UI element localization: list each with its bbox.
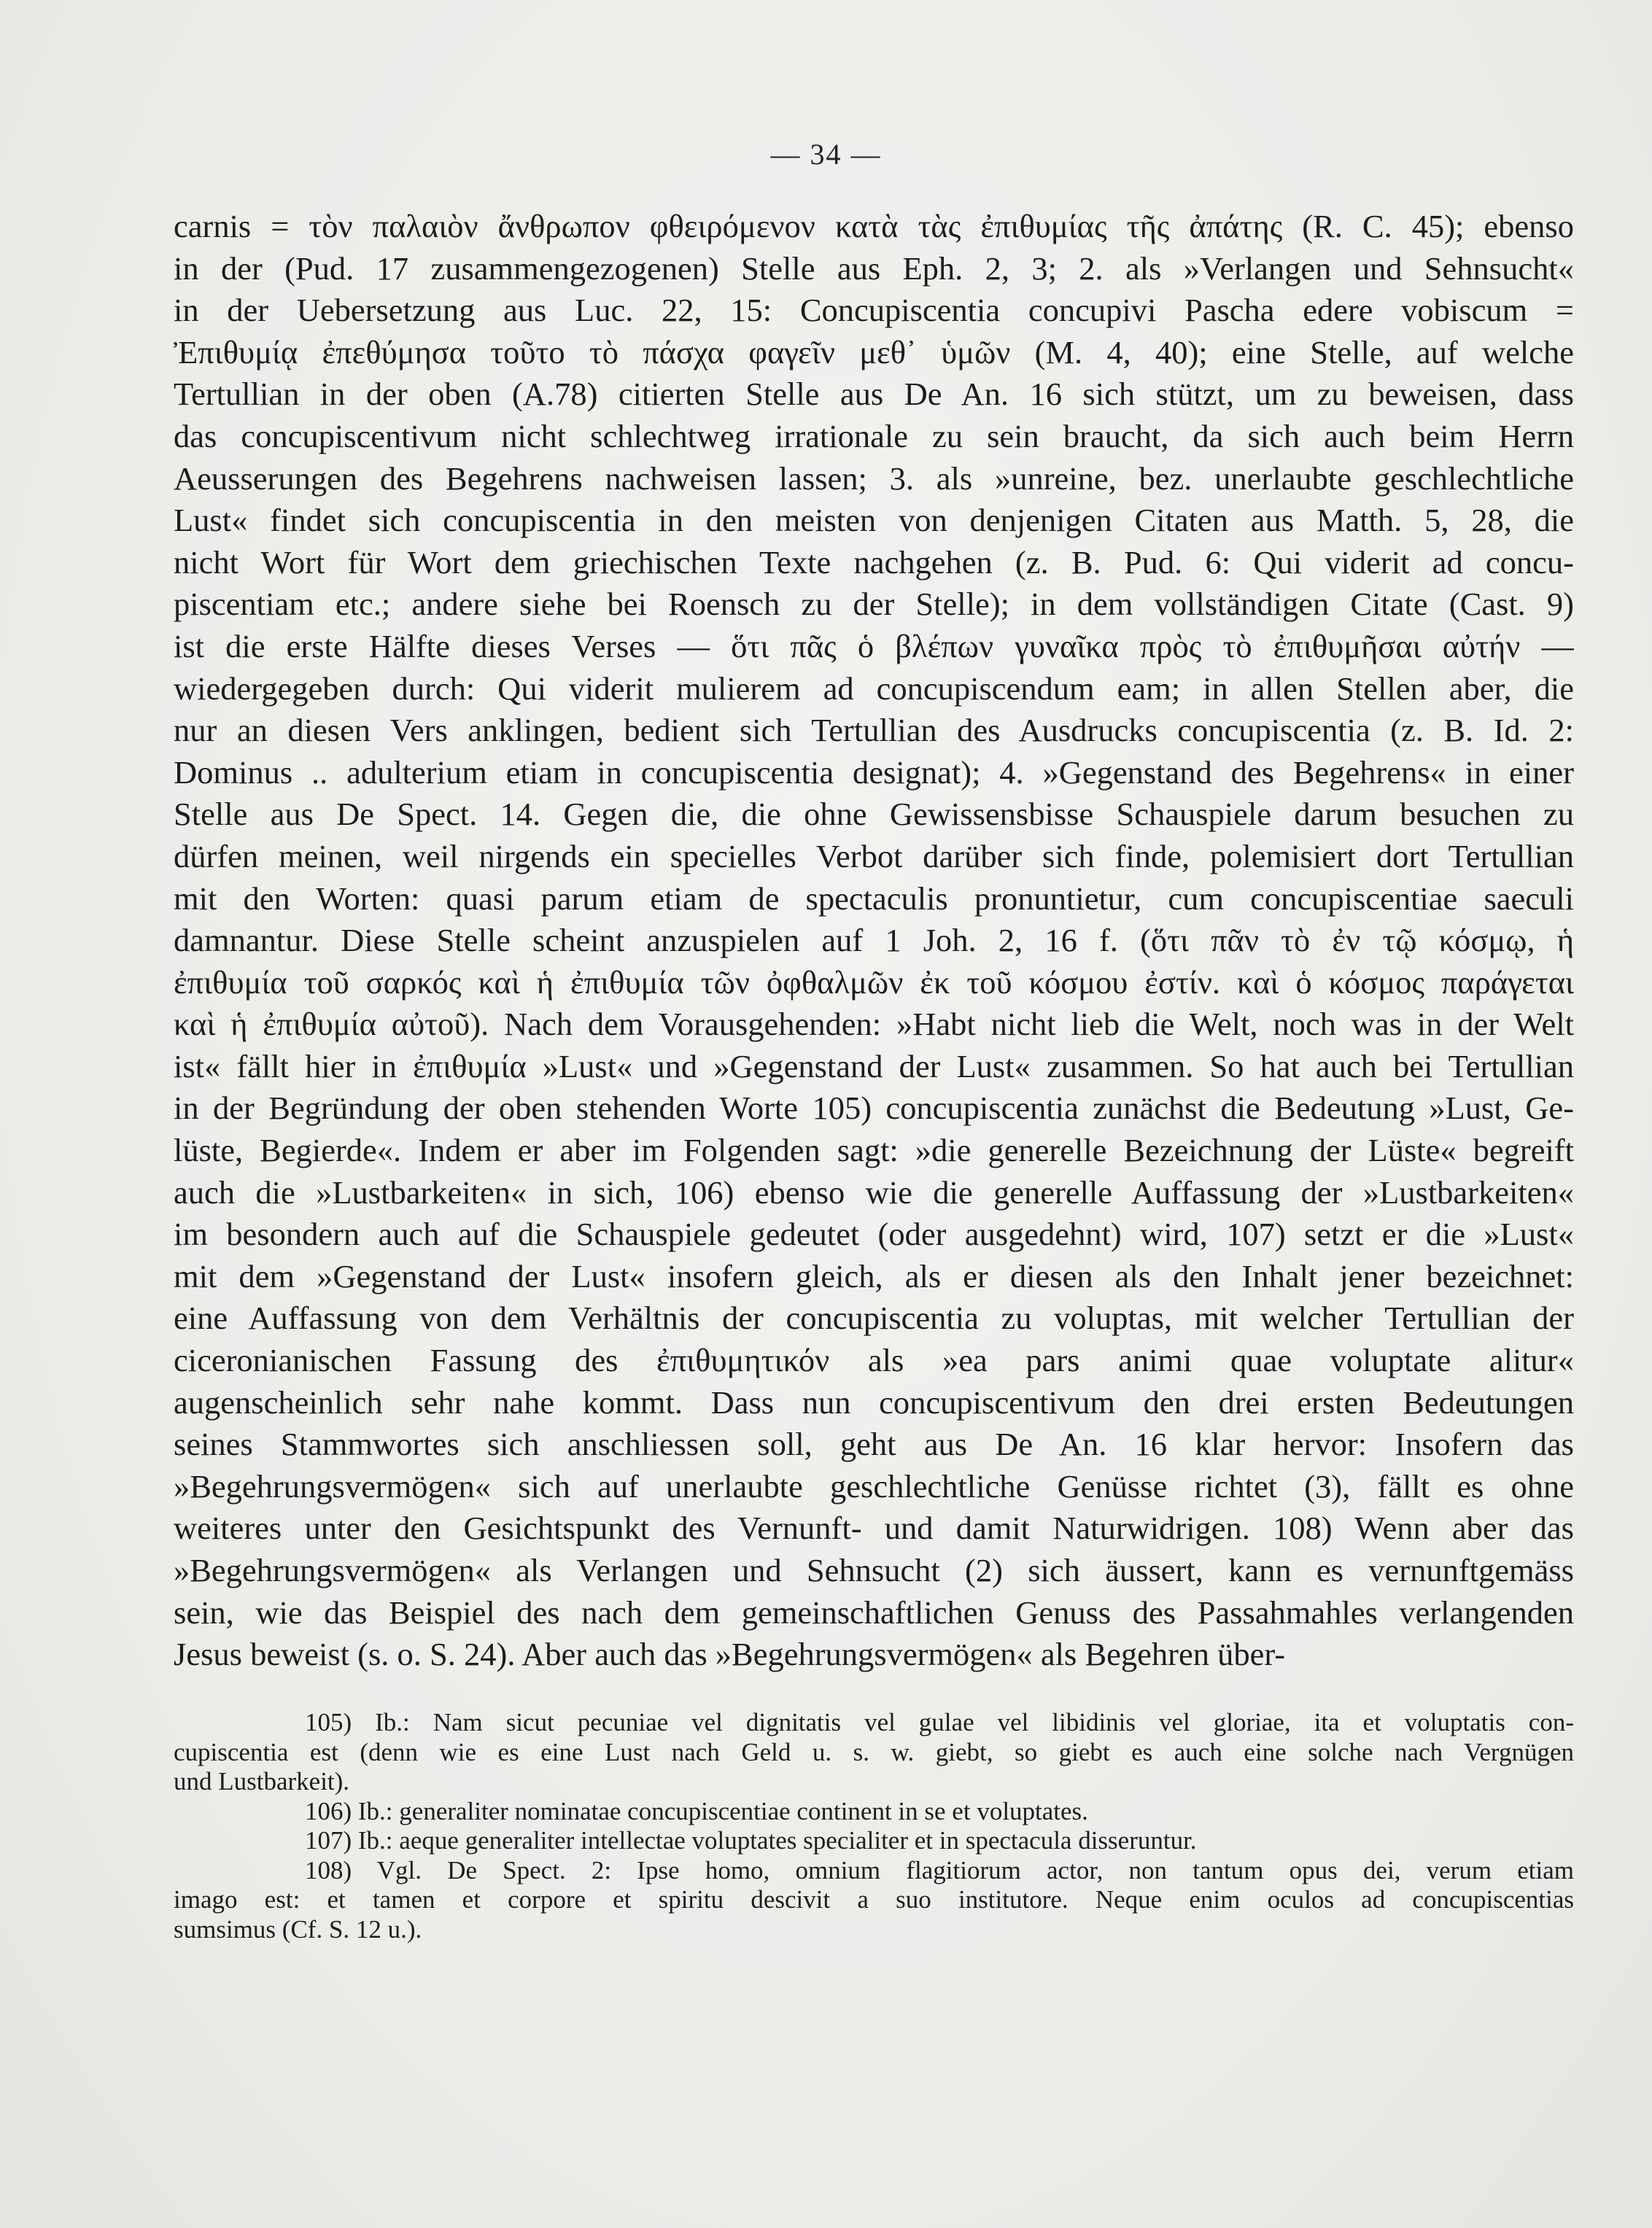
text-line: lüste, Begierde«. Indem er aber im Folgenden sagt: »die generelle Bezeichnung der Lüste« begreift [174, 1132, 1574, 1169]
text-line: in der Begründung der oben stehenden Worte 105) concupiscentia zunächst die Bedeutung »Lust, Ge- [174, 1090, 1574, 1127]
text-line: eine Auffassung von dem Verhältnis der concupiscentia zu voluptas, mit welcher Tertullian der [174, 1300, 1574, 1337]
text-line: nur an diesen Vers anklingen, bedient sich Tertullian des Ausdrucks concupiscentia (z. B. Id. 2: [174, 712, 1574, 749]
text-line: Jesus beweist (s. o. S. 24). Aber auch das »Begehrungsvermögen« als Begehren über- [174, 1636, 1286, 1673]
text-line: mit dem »Gegenstand der Lust« insofern gleich, als er diesen als den Inhalt jener bezeichnet: [174, 1257, 1574, 1295]
text-line: das concupiscentivum nicht schlechtweg irrationale zu sein braucht, da sich auch beim Herrn [174, 417, 1574, 454]
footnote-line: 106) Ib.: generaliter nominatae concupiscentiae continent in se et voluptates. [305, 1796, 1088, 1825]
text-line: seines Stammwortes sich anschliessen soll, geht aus De An. 16 klar hervor: Insofern das [174, 1426, 1574, 1463]
text-line: augenscheinlich sehr nahe kommt. Dass nun concupiscentivum den drei ersten Bedeutungen [174, 1383, 1574, 1421]
text-line: nicht Wort für Wort dem griechischen Texte nachgehen (z. B. Pud. 6: Qui viderit ad concu- [174, 543, 1574, 581]
text-line: ἐπιθυμία τοῦ σαρκός καὶ ἡ ἐπιθυμία τῶν ὀφθαλμῶν ἐκ τοῦ κόσμου ἐστίν. καὶ ὁ κόσμος παράγεται [174, 963, 1574, 1001]
footnote-line: 107) Ib.: aeque generaliter intellectae voluptates specialiter et in spectacula disseruntur. [305, 1826, 1197, 1855]
text-line: weiteres unter den Gesichtspunkt des Vernunft- und damit Naturwidrigen. 108) Wenn aber das [174, 1510, 1574, 1547]
text-line: »Begehrungsvermögen« sich auf unerlaubte geschlechtliche Genüsse richtet (3), fällt es ohne [174, 1467, 1574, 1505]
text-line: »Begehrungsvermögen« als Verlangen und Sehnsucht (2) sich äussert, kann es vernunftgemäss [174, 1552, 1574, 1588]
text-line: carnis = τὸν παλαιὸν ἄνθρωπον φθειρόμενον κατὰ τὰς ἐπιθυμίας τῆς ἀπάτης (R. C. 45); ebenso [174, 208, 1574, 244]
text-line: καὶ ἡ ἐπιθυμία αὐτοῦ). Nach dem Vorausgehenden: »Habt nicht lieb die Welt, noch was in der Welt [174, 1006, 1574, 1043]
page-number: — 34 — [770, 138, 882, 171]
text-line: Dominus .. adulterium etiam in concupiscentia designat); 4. »Gegenstand des Begehrens« in einer [174, 753, 1574, 791]
text-line: im besondern auch auf die Schauspiele gedeutet (oder ausgedehnt) wird, 107) setzt er die »Lust« [174, 1216, 1574, 1253]
footnote-line: 105) Ib.: Nam sicut pecuniae vel dignitatis vel gulae vel libidinis vel gloriae, ita et voluptatis con- [305, 1708, 1574, 1736]
text-line: auch die »Lustbarkeiten« in sich, 106) ebenso wie die generelle Auffassung der »Lustbarkeiten« [174, 1173, 1574, 1211]
text-line: in der Uebersetzung aus Luc. 22, 15: Concupiscentia concupivi Pascha edere vobiscum = [174, 292, 1574, 329]
text-line: ist die erste Hälfte dieses Verses — ὅτι πᾶς ὁ βλέπων γυναῖκα πρὸς τὸ ἐπιθυμῆσαι αὐτήν — [174, 627, 1574, 664]
main-text-block [174, 206, 1574, 1676]
footnote-line: und Lustbarkeit). [174, 1767, 350, 1796]
footnote-line: imago est: et tamen et corpore et spiritu descivit a suo institutore. Neque enim oculos ad concupiscentias [174, 1885, 1574, 1914]
footnote-line: cupiscentia est (denn wie es eine Lust nach Geld u. s. w. giebt, so giebt es auch eine solche nach Vergnügen [174, 1737, 1574, 1766]
text-line: ciceronianischen Fassung des ἐπιθυμητικόν als »ea pars animi quae voluptate alitur« [174, 1342, 1574, 1379]
text-line: dürfen meinen, weil nirgends ein specielles Verbot darüber sich finde, polemisiert dort Tertullian [174, 837, 1574, 874]
text-line: mit den Worten: quasi parum etiam de spectaculis pronuntietur, cum concupiscentiae saeculi [174, 880, 1574, 917]
text-line: Tertullian in der oben (A.78) citierten Stelle aus De An. 16 sich stützt, um zu beweisen, dass [174, 376, 1574, 413]
text-line: damnantur. Diese Stelle scheint anzuspielen auf 1 Joh. 2, 16 f. (ὅτι πᾶν τὸ ἐν τῷ κόσμῳ, ἡ [174, 922, 1574, 959]
text-line: Lust« findet sich concupiscentia in den meisten von denjenigen Citaten aus Matth. 5, 28, die [174, 502, 1574, 539]
footnotes-block [174, 1708, 1574, 1944]
text-line: piscentiam etc.; andere siehe bei Roensch zu der Stelle); in dem vollständigen Citate (Cast. 9) [174, 586, 1574, 623]
text-line: ist« fällt hier in ἐπιθυμία »Lust« und »Gegenstand der Lust« zusammen. So hat auch bei Tertullian [174, 1047, 1574, 1084]
text-line: Stelle aus De Spect. 14. Gegen die, die ohne Gewissensbisse Schauspiele darum besuchen zu [174, 796, 1574, 833]
footnote-line: sumsimus (Cf. S. 12 u.). [174, 1914, 422, 1944]
text-line: in der (Pud. 17 zusammengezogenen) Stelle aus Eph. 2, 3; 2. als »Verlangen und Sehnsucht« [174, 249, 1574, 287]
text-line: Ἐπιθυμίᾳ ἐπεθύμησα τοῦτο τὸ πάσχα φαγεῖν μεθ᾽ ὑμῶν (M. 4, 40); eine Stelle, auf welche [174, 333, 1574, 370]
text-line: Aeusserungen des Begehrens nachweisen lassen; 3. als »unreine, bez. unerlaubte geschlechtliche [174, 459, 1574, 497]
text-line: wiedergegeben durch: Qui viderit mulierem ad concupiscendum eam; in allen Stellen aber, die [174, 669, 1574, 707]
text-line: sein, wie das Beispiel des nach dem gemeinschaftlichen Genuss des Passahmahles verlangenden [174, 1594, 1574, 1631]
footnote-line: 108) Vgl. De Spect. 2: Ipse homo, omnium flagitiorum actor, non tantum opus dei, verum etiam [305, 1855, 1574, 1885]
